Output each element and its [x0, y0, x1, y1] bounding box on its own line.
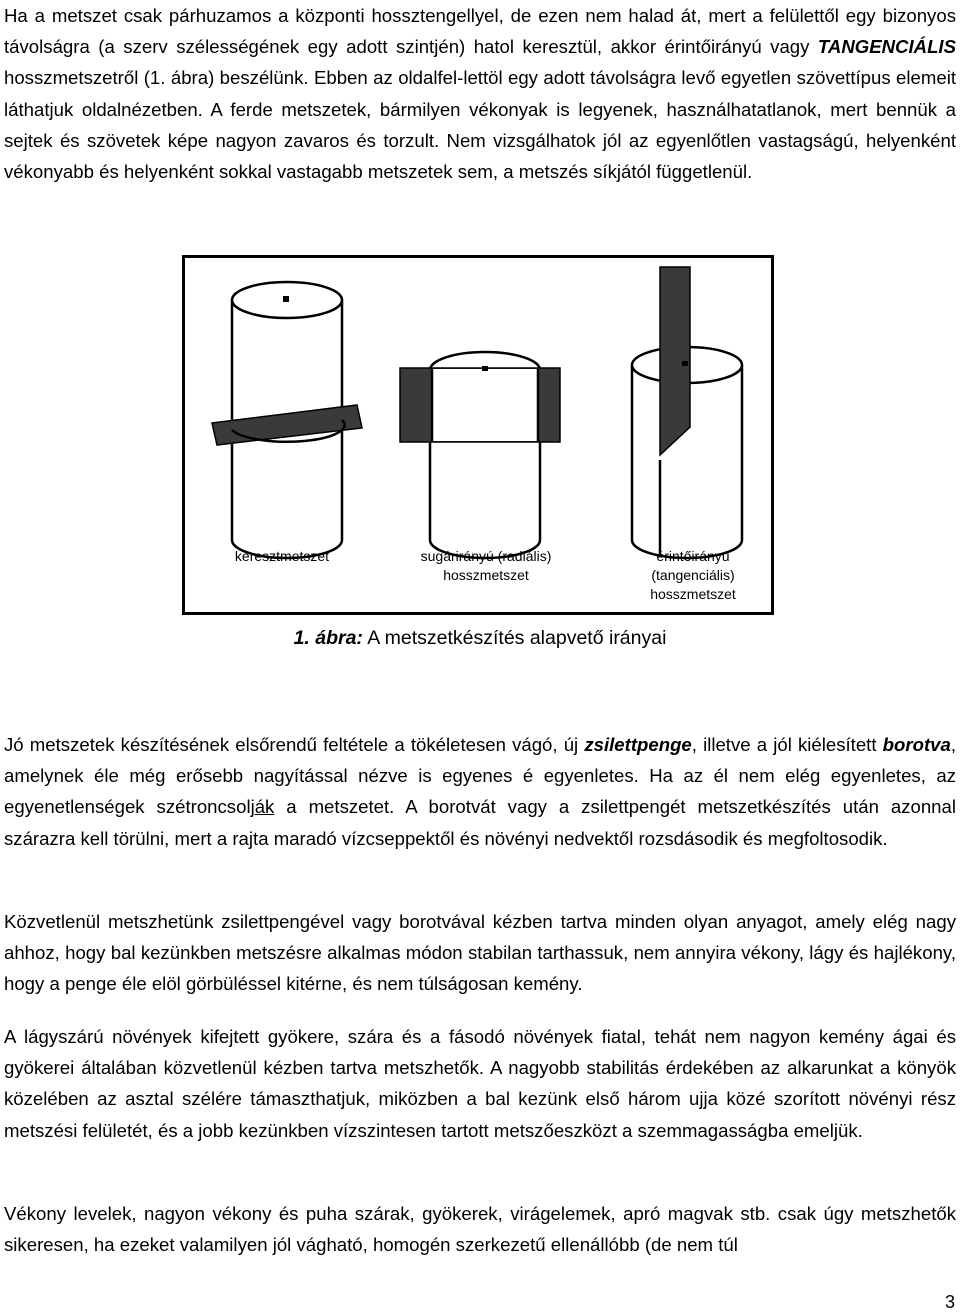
label-radial-line2: hosszmetszet [443, 567, 529, 583]
blade-text-2: , illetve a jól kiélesített [691, 734, 883, 755]
label-radial-line1: sugárirányú (radiális) [420, 548, 552, 564]
intro-text-a: Ha a metszet csak párhuzamos a központi hossztengellyel, de ezen nem halad át, mert a felülettől egy bizonyos távolságra (a szerv szélességének egy adott szintjén) hatol keresztül, akkor érintőirányú vagy [4, 5, 956, 58]
label-tangential-line2: (tangenciális) [651, 567, 735, 583]
label-tangential-line1: érintőirányú [656, 548, 730, 564]
blade-paragraph [4, 729, 956, 854]
term-razor-blade: zsilettpenge [584, 734, 692, 755]
direct-cutting-paragraph: Közvetlenül metszhetünk zsilettpengével vagy borotvával kézben tartva minden olyan anyagot, amely elég nagy ahhoz, hogy bal kezünkben metszésre alkalmas módon stabilan tarthassuk, nem annyira vékony, lágy és hajlékony, hogy a penge éle elöl görbüléssel kitérne, és nem túlságosan kemény. [4, 911, 956, 995]
page-number: 3 [944, 1292, 955, 1312]
label-cross-section: keresztmetszet [234, 548, 330, 564]
figure-caption [0, 623, 960, 653]
tangential-term: TANGENCIÁLIS [817, 36, 956, 58]
blade-text-3: , amelynek éle még erősebb nagyítással nézve is egyenes é egyenletes. Ha az él nem elég egyenletes, az egyenetlenségek szétroncsolj [4, 734, 956, 818]
intro-text-b: hosszmetszetről (1. ábra) beszélünk. Ebben az oldalfel-lettöl egy adott távolságra levő egyetlen szövettípus elemeit láthatjuk oldalnézetben. A ferde metszetek, bármilyen vékonyak is legyenek, használhatatlanok, mert bennük a sejtek és szövetek képe nagyon zavaros és torzult. Nem vizsgálhatok jól az egyenlőtlen vastagságú, helyenként vékonyabb és helyenként sokkal vastagabb metszetek sem, a metszés síkjától függetlenül. [4, 67, 956, 183]
thin-leaves-paragraph: Vékony levelek, nagyon vékony és puha szárak, gyökerek, virágelemek, apró magvak stb. csak úgy metszhetők sikeresen, ha ezeket valamilyen jól vágható, homogén szerkezetű ellenállóbb (de nem túl [4, 1203, 956, 1256]
herbaceous-paragraph: A lágyszárú növények kifejtett gyökere, szára és a fásodó növények fiatal, tehát nem nagyon kemény ágai és gyökerei általában közvetlenül kézben tartva metszhetők. A nagyobb stabilitás érdekében az alkarunkat a könyök közelében az asztal szélére támaszthatjuk, miközben a bal kezünk első három ujja közé szorított növényi rész metszési felületét, és a jobb kezünkben vízszintesen tartott metszőeszközt a szemmagasságba emeljük. [4, 1026, 956, 1141]
blade-text-4: a metszetet. A borotvát vagy a zsilettpengét metszetkészítés után azonnal szárazra kell törülni, mert a rajta maradó vízcseppektől és növényi nedvektől rozsdásodik és megfoltosodik. [4, 796, 956, 849]
cross-section-cylinder [212, 282, 362, 558]
caption-label: 1. ábra: [293, 627, 363, 649]
label-tangential-line3: hosszmetszet [650, 586, 736, 602]
underlined-suffix: ák [254, 796, 275, 818]
figure-section-directions [182, 255, 774, 615]
caption-text: A metszetkészítés alapvető irányai [362, 627, 667, 649]
intro-paragraph [4, 0, 956, 187]
term-razor: borotva [882, 734, 951, 755]
blade-text-1: Jó metszetek készítésének elsőrendű feltétele a tökéletesen vágó, új [4, 734, 585, 755]
